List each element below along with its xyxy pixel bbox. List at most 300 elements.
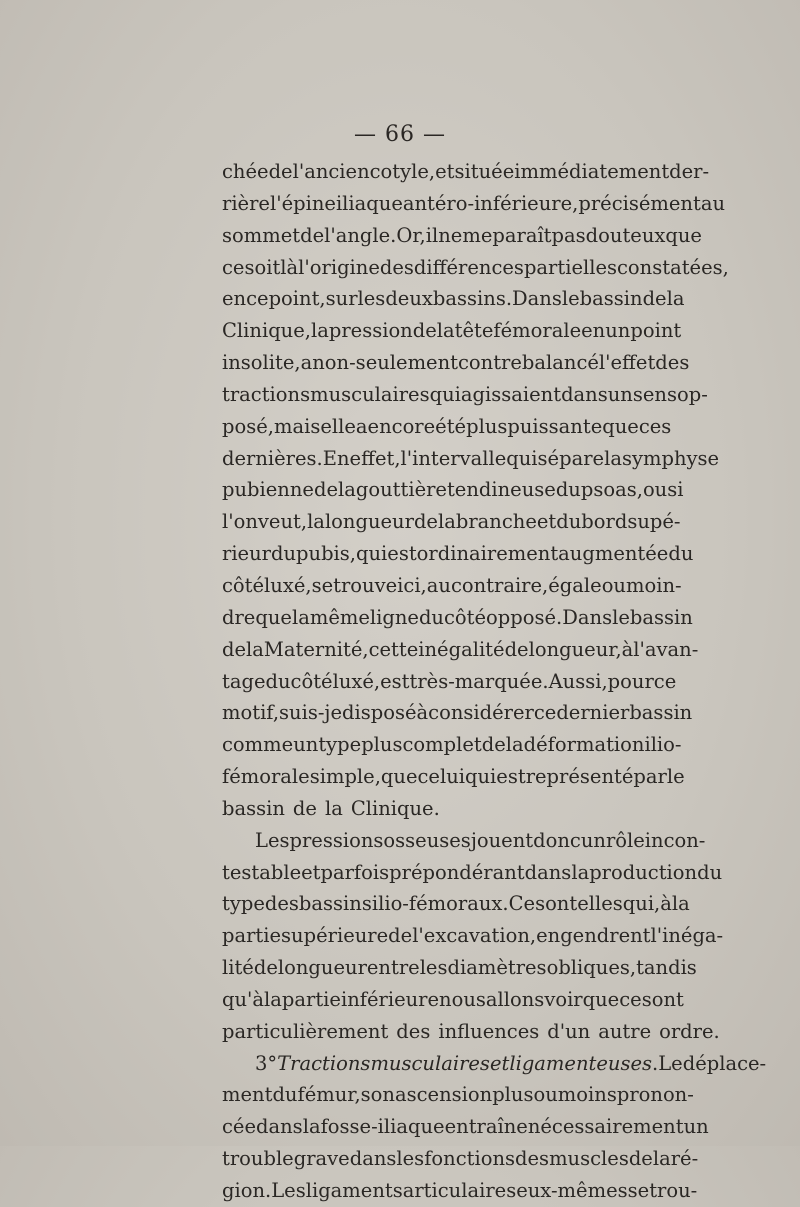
word: de — [313, 478, 338, 502]
word: l'angle. — [324, 223, 397, 247]
text-line — [222, 920, 724, 952]
word: de — [292, 796, 317, 820]
word: ces — [638, 414, 672, 438]
word: engendrent — [536, 924, 651, 948]
word: de — [628, 1147, 653, 1171]
word: la — [291, 605, 310, 629]
word: pubis, — [296, 542, 356, 566]
word: rière — [222, 191, 270, 215]
word: Aussi, — [548, 669, 608, 693]
word: la — [604, 446, 622, 470]
word: son — [360, 1083, 395, 1107]
word: le — [561, 287, 580, 311]
word: la — [324, 796, 343, 820]
text-line — [222, 156, 710, 188]
word: op- — [677, 382, 708, 406]
word: symphyse — [621, 446, 720, 470]
text-line — [222, 952, 697, 984]
word: inférieure — [340, 987, 440, 1011]
word: côté — [444, 605, 487, 629]
text-line — [222, 570, 682, 602]
word: douteux — [585, 223, 666, 247]
word: sépare — [537, 446, 605, 470]
word: qui — [506, 446, 538, 470]
word: il — [425, 223, 439, 247]
word: articulaires — [402, 1179, 517, 1202]
word: incon- — [644, 828, 706, 852]
word: nécessairement — [527, 1115, 684, 1139]
word: la — [246, 637, 264, 661]
word: bord — [581, 510, 628, 534]
word: constatées, — [617, 255, 729, 279]
word: obliques, — [546, 956, 637, 980]
word: l'excavation, — [412, 924, 537, 948]
word: la — [302, 1115, 321, 1139]
word: représenté — [525, 765, 634, 789]
word: des — [655, 351, 690, 375]
word: dans — [349, 1147, 397, 1171]
word: fémur, — [297, 1083, 361, 1107]
word: ligne — [369, 605, 419, 629]
word: ordinairement — [416, 542, 559, 566]
word: plus — [361, 733, 403, 757]
word: partielles — [523, 255, 618, 279]
word: 3° — [255, 1051, 278, 1075]
word: En — [322, 446, 350, 470]
word: musculaires — [310, 382, 430, 406]
word: paraît — [492, 223, 552, 247]
word: bassins — [298, 892, 372, 916]
word: bassin — [629, 605, 693, 629]
word: ou — [642, 478, 668, 502]
text-line — [222, 1016, 720, 1048]
word: Tractions — [277, 1051, 371, 1075]
word: du — [697, 860, 723, 884]
word: jouent — [470, 828, 534, 852]
word: la — [436, 319, 455, 343]
word: un — [293, 733, 319, 757]
word: insolite, — [222, 351, 301, 375]
word: à — [416, 701, 429, 725]
page-number: — 66 — — [354, 122, 446, 147]
word: fémorale — [493, 319, 582, 343]
word: l'ancien — [292, 160, 370, 183]
word: la — [437, 510, 456, 534]
word: des — [515, 1147, 550, 1171]
word: plus — [466, 414, 508, 438]
word: moins — [557, 1083, 617, 1107]
word: puissante — [507, 414, 603, 438]
body-text — [222, 156, 767, 1207]
word: partie — [281, 987, 341, 1011]
word: ré- — [670, 1147, 699, 1171]
text-line — [222, 761, 685, 793]
word: du — [556, 510, 582, 534]
word: sens — [632, 382, 677, 406]
word: les — [419, 956, 448, 980]
word: du — [270, 542, 297, 566]
word: tage — [222, 669, 266, 693]
word: cée — [222, 1115, 257, 1139]
word: pression — [328, 319, 413, 343]
text-line — [222, 697, 693, 729]
word: dernières. — [222, 446, 323, 470]
word: Dans — [512, 287, 562, 311]
text-line — [222, 666, 677, 698]
word: eux-mêmes — [516, 1179, 628, 1202]
word: grave — [293, 1147, 350, 1171]
word: ligaments — [305, 1179, 403, 1202]
word: un — [607, 382, 633, 406]
word: agissaient — [460, 382, 562, 406]
word: partie — [222, 924, 282, 948]
word: point — [630, 319, 682, 343]
word: de — [253, 956, 278, 980]
word: la — [652, 1147, 671, 1171]
word: un — [683, 1115, 709, 1139]
word: contraire, — [450, 573, 549, 597]
word: inégalité — [418, 637, 505, 661]
word: soit — [244, 255, 281, 279]
word: suis-je — [279, 701, 343, 725]
word: rieur — [222, 542, 271, 566]
word: a — [355, 414, 368, 438]
word: disposé — [342, 701, 417, 725]
word: dans — [256, 1115, 303, 1139]
word: là — [280, 255, 299, 279]
text-line — [222, 1143, 699, 1175]
word: côté — [290, 669, 333, 693]
word: dre — [222, 605, 256, 629]
word: autre — [598, 1019, 652, 1043]
word: supé- — [627, 510, 681, 534]
word: deux — [385, 287, 433, 311]
word: l'on — [222, 510, 258, 534]
text-line — [222, 857, 723, 889]
word: qu'à — [222, 987, 265, 1011]
word: tandis — [636, 956, 697, 980]
text-line — [222, 347, 690, 379]
word: que — [380, 765, 418, 789]
word: ascension — [394, 1083, 493, 1107]
word: pressions — [289, 828, 384, 852]
word: au — [426, 573, 451, 597]
word: musculaires — [370, 1051, 490, 1075]
word: mais — [273, 414, 321, 438]
word: influences — [438, 1019, 540, 1043]
word: dernier — [556, 701, 630, 725]
word: ce — [619, 987, 642, 1011]
word: de — [268, 160, 293, 183]
word: est — [380, 669, 410, 693]
word: la — [671, 892, 690, 916]
text-line — [222, 729, 682, 761]
word: entraîne — [444, 1115, 528, 1139]
word: ce — [222, 255, 245, 279]
text-line — [222, 984, 684, 1016]
word: le — [612, 605, 630, 629]
word: qui — [465, 765, 497, 789]
word: que — [665, 223, 702, 247]
word: bassin — [579, 287, 643, 311]
word: ce — [653, 669, 677, 693]
text-line — [222, 188, 726, 220]
word: et — [489, 1051, 510, 1075]
text-line — [222, 1111, 709, 1143]
word: la — [307, 510, 325, 534]
word: dans — [524, 860, 572, 884]
word: longueur — [324, 510, 414, 534]
text-line — [222, 379, 708, 411]
word: différences — [413, 255, 524, 279]
word: a — [300, 351, 313, 375]
word: ilio-fémoraux. — [371, 892, 509, 916]
word: de — [388, 924, 413, 948]
word: du — [555, 478, 581, 502]
word: trouve — [333, 573, 398, 597]
word: de — [413, 510, 438, 534]
word: de — [481, 733, 506, 757]
word: Clinique. — [350, 796, 440, 820]
word: prépondérant — [389, 860, 525, 884]
word: si — [667, 478, 684, 502]
word: qui — [429, 382, 461, 406]
word: non-seulement — [312, 351, 458, 375]
text-line — [222, 793, 670, 825]
word: Le — [658, 1051, 683, 1075]
word: gouttière — [355, 478, 447, 502]
word: particulièrement — [222, 1019, 389, 1043]
word: que — [255, 605, 292, 629]
word: ordre. — [659, 1019, 720, 1043]
word: tendineuse — [446, 478, 556, 502]
word: fonctions — [424, 1147, 516, 1171]
word: ce — [533, 701, 557, 725]
word: sur — [325, 287, 358, 311]
word: me — [462, 223, 493, 247]
word: allons — [485, 987, 545, 1011]
word: les — [396, 1147, 425, 1171]
word: bassin — [222, 796, 285, 820]
word: pubienne — [222, 478, 314, 502]
word: Les — [271, 1179, 306, 1202]
word: est — [496, 765, 526, 789]
word: ilio- — [644, 733, 682, 757]
word: de — [642, 287, 667, 311]
word: en — [581, 319, 606, 343]
word: motif, — [222, 701, 280, 725]
word: du — [272, 1083, 298, 1107]
word: longueur — [277, 956, 367, 980]
word: en — [222, 287, 247, 311]
word: Dans — [562, 605, 613, 629]
word: parfois — [320, 860, 390, 884]
word: celui — [417, 765, 466, 789]
word: du — [418, 605, 444, 629]
text-line — [222, 474, 684, 506]
text-line — [222, 1048, 767, 1080]
word: qui, — [622, 892, 661, 916]
word: Les — [255, 828, 290, 852]
word: dans — [561, 382, 608, 406]
word: immédiatement — [514, 160, 670, 183]
word: simple, — [309, 765, 381, 789]
word: ici, — [397, 573, 427, 597]
word: tête — [454, 319, 494, 343]
word: longueur, — [528, 637, 622, 661]
word: type — [318, 733, 362, 757]
word: voir — [544, 987, 583, 1011]
word: égale — [548, 573, 602, 597]
word: complet — [402, 733, 482, 757]
word: l'origine — [298, 255, 380, 279]
text-line — [222, 1079, 694, 1111]
word: du — [668, 542, 694, 566]
word: nous — [439, 987, 486, 1011]
word: au — [700, 191, 726, 215]
text-line — [222, 634, 699, 666]
word: Ce — [508, 892, 536, 916]
word: supérieure — [281, 924, 389, 948]
word: Clinique, — [222, 319, 311, 343]
word: considérer — [428, 701, 534, 725]
word: de — [222, 637, 247, 661]
text-line — [222, 315, 682, 347]
word: précisément — [578, 191, 701, 215]
text-line — [222, 825, 706, 857]
word: la — [338, 478, 356, 502]
word: ou — [601, 573, 626, 597]
word: des — [396, 1019, 431, 1043]
word: pour — [607, 669, 654, 693]
word: l'avan- — [633, 637, 699, 661]
word: déformation — [523, 733, 645, 757]
word: comme — [222, 733, 294, 757]
word: posé, — [222, 414, 274, 438]
word: iliaque — [335, 191, 403, 215]
word: cotyle, — [369, 160, 436, 183]
word: gion. — [222, 1179, 272, 1202]
word: fosse-iliaque — [320, 1115, 445, 1139]
word: la — [505, 733, 524, 757]
word: l'effet — [598, 351, 656, 375]
word: côté — [222, 573, 265, 597]
word: le — [666, 765, 685, 789]
word: et — [301, 860, 321, 884]
word: située — [454, 160, 515, 183]
text-line — [222, 220, 702, 252]
word: trou- — [649, 1179, 698, 1202]
word: elle — [320, 414, 356, 438]
word: ou — [533, 1083, 558, 1107]
word: lité — [222, 956, 254, 980]
word: production — [589, 860, 698, 884]
word: du — [265, 669, 291, 693]
word: sont — [641, 987, 684, 1011]
word: par — [633, 765, 667, 789]
word: cette — [368, 637, 419, 661]
word: der- — [669, 160, 710, 183]
word: point, — [268, 287, 326, 311]
word: se — [627, 1179, 650, 1202]
word: osseuses — [383, 828, 471, 852]
word: opposé. — [486, 605, 563, 629]
word: diamètres — [447, 956, 547, 980]
word: bassins. — [432, 287, 513, 311]
word: fémorale — [222, 765, 310, 789]
word: très-marquée. — [409, 669, 549, 693]
word: luxé, — [332, 669, 381, 693]
word: la — [571, 860, 590, 884]
word: et — [536, 510, 557, 534]
word: muscles — [549, 1147, 629, 1171]
word: veut, — [257, 510, 308, 534]
word: effet, — [349, 446, 401, 470]
text-line — [222, 602, 693, 634]
word: entre — [366, 956, 420, 980]
word: un — [580, 828, 606, 852]
word: qui — [356, 542, 388, 566]
word: et — [435, 160, 455, 183]
word: est — [387, 542, 417, 566]
word: . — [652, 1051, 659, 1075]
word: testable — [222, 860, 302, 884]
word: augmentée — [558, 542, 669, 566]
word: même — [309, 605, 370, 629]
word: encore — [367, 414, 436, 438]
word: à — [660, 892, 672, 916]
word: la — [666, 287, 685, 311]
word: bassin — [629, 701, 693, 725]
word: l'inéga- — [650, 924, 724, 948]
word: ne — [438, 223, 463, 247]
text-line — [222, 411, 670, 443]
word: tractions — [222, 382, 311, 406]
word: type — [222, 892, 265, 916]
word: ment — [222, 1083, 273, 1107]
word: de — [412, 319, 437, 343]
word: ligamenteuses — [509, 1051, 653, 1075]
word: que — [602, 414, 639, 438]
word: que — [582, 987, 620, 1011]
text-line — [222, 443, 720, 475]
word: été — [435, 414, 467, 438]
word: antéro-inférieure, — [402, 191, 579, 215]
word: d'un — [547, 1019, 591, 1043]
word: l'épine — [269, 191, 336, 215]
word: se — [311, 573, 334, 597]
word: plus — [492, 1083, 534, 1107]
text-line — [222, 506, 681, 538]
word: elles — [577, 892, 623, 916]
word: la — [310, 319, 329, 343]
word: rôle — [605, 828, 645, 852]
word: psoas, — [580, 478, 643, 502]
word: la — [264, 987, 282, 1011]
word: luxé, — [264, 573, 312, 597]
text-line — [222, 252, 729, 284]
word: branche — [455, 510, 537, 534]
text-line — [222, 283, 685, 315]
word: l'intervalle — [400, 446, 507, 470]
word: déplace- — [682, 1051, 767, 1075]
word: moin- — [626, 573, 682, 597]
word: sont — [535, 892, 578, 916]
word: donc — [533, 828, 581, 852]
word: Maternité, — [263, 637, 369, 661]
word: contrebalancé — [458, 351, 599, 375]
word: des — [379, 255, 414, 279]
